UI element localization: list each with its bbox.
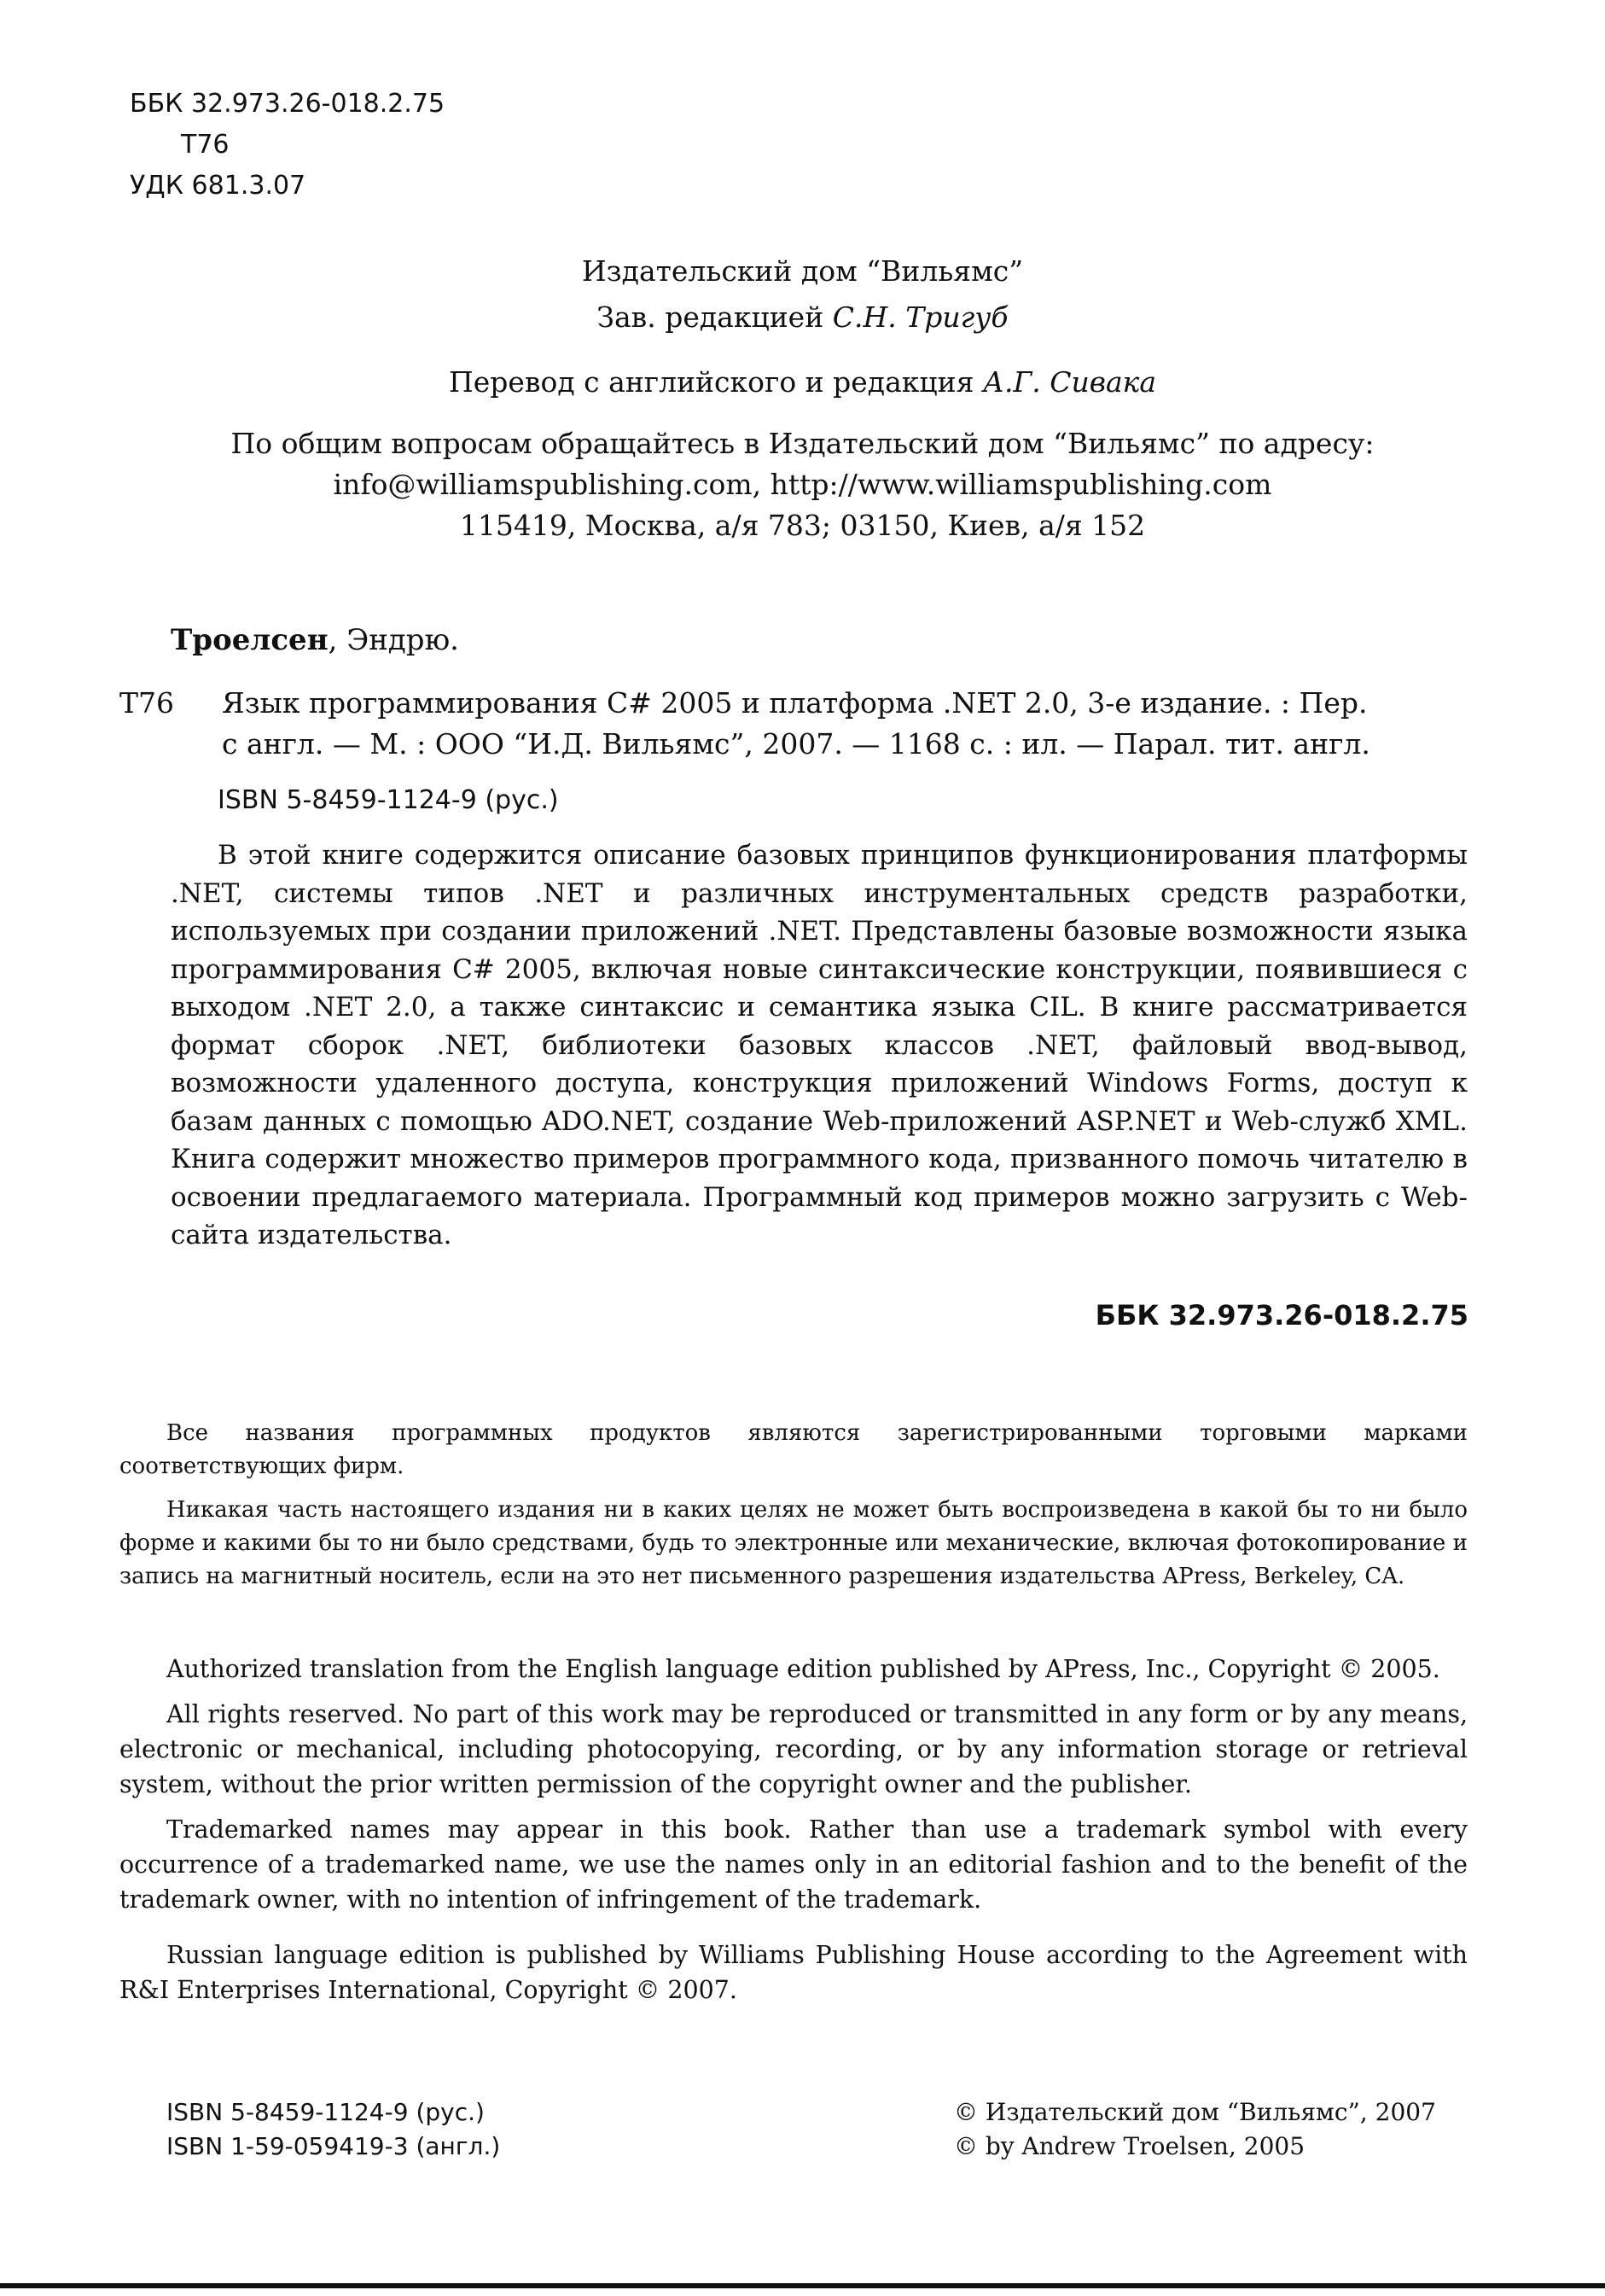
publisher-name: Издательский дом “Вильямс” xyxy=(581,254,1024,288)
author-mark: Т76 xyxy=(181,130,230,160)
translation-label: Перевод с английского и редакция xyxy=(448,365,974,399)
contact-line-2: info@williamspublishing.com, http://www.williamspublishing.com xyxy=(333,468,1272,501)
author-given-name: , Эндрю. xyxy=(328,623,459,657)
footer-copyrights xyxy=(954,2095,1436,2164)
contact-line-1: По общим вопросам обращайтесь в Издательский дом “Вильямс” по адресу: xyxy=(230,427,1375,460)
editor-name: С.Н. Тригуб xyxy=(832,300,1009,334)
annotation: В этой книге содержится описание базовых принципов функционирования платформы .NET, системы типов .NET и различных инструментальных средств разработки, используемых при создании приложений .NET. Представлены базовые возможности языка программирования C# 2005, включая новые синтаксические конструкции, появившиеся с выходом .NET 2.0, а также синтаксис и семантика языка CIL. В книге рассматривается формат сборок .NET, библиотеки базовых классов .NET, файловый ввод-вывод, возможности удаленного доступа, конструкция приложений Windows Forms, доступ к базам данных с помощью ADO.NET, создание Web-приложений ASP.NET и Web-служб XML. Книга содержит множество примеров программного кода, призванного помочь читателю в освоении предлагаемого материала. Программный код примеров можно загрузить с Web-сайта издательства. xyxy=(171,840,1468,1250)
bbk-bold-code: ББК 32.973.26-018.2.75 xyxy=(1095,1299,1468,1332)
catalog-title-line-1: Язык программирования C# 2005 и платформа .NET 2.0, 3-е издание. : Пер. xyxy=(222,686,1368,720)
udk-line: УДК 681.3.07 xyxy=(130,171,306,201)
editor-line xyxy=(0,297,1605,338)
legal-notice-en xyxy=(119,1652,1468,2018)
rights-reserved: All rights reserved. No part of this work may be reproduced or transmitted in any form or by any means, electronic or mechanical, including photocopying, recording, or by any information storage or retrieval system, without the prior written permission of the copyright owner and the publisher. xyxy=(119,1700,1468,1798)
translator-name: А.Г. Сивака xyxy=(982,365,1157,399)
russian-edition-notice: Russian language edition is published by Williams Publishing House according to the Agreement with R&I Enterprises International, Copyright © 2007. xyxy=(119,1941,1468,2004)
author-surname: Троелсен xyxy=(171,623,329,657)
footer-isbns xyxy=(166,2095,500,2164)
isbn-ru: ISBN 5-8459-1124-9 (рус.) xyxy=(166,2098,485,2126)
editor-label: Зав. редакцией xyxy=(596,300,824,334)
authorized-translation: Authorized translation from the English language edition published by APress, Inc., Copyright © 2005. xyxy=(166,1655,1440,1683)
contact-line-3: 115419, Москва, а/я 783; 03150, Киев, а/я 152 xyxy=(459,509,1146,542)
copyright-ru: © Издательский дом “Вильямс”, 2007 xyxy=(954,2098,1436,2126)
copyright-en: © by Andrew Troelsen, 2005 xyxy=(954,2132,1306,2160)
trademarks-notice-ru: Все названия программных продуктов являются зарегистрированными торговыми марками соответствующих фирм. xyxy=(119,1420,1468,1479)
catalog-code: Т76 xyxy=(119,686,175,720)
translation-line xyxy=(0,362,1605,403)
rights-notice-ru: Никакая часть настоящего издания ни в каких целях не может быть воспроизведена в какой бы то ни было форме и какими бы то ни было средствами, будь то электронные или механические, включая фотокопирование и запись на магнитный носитель, если на это нет письменного разрешения издательства APress, Berkeley, CA. xyxy=(119,1497,1468,1589)
bottom-rule xyxy=(0,2283,1605,2288)
isbn-en: ISBN 1-59-059419-3 (англ.) xyxy=(166,2132,501,2160)
legal-notice-ru xyxy=(119,1417,1468,1604)
catalog-isbn: ISBN 5-8459-1124-9 (рус.) xyxy=(218,785,559,815)
catalog-entry xyxy=(119,683,1485,765)
bbk-line: ББК 32.973.26-018.2.75 xyxy=(130,89,445,119)
trademarks-notice-en: Trademarked names may appear in this book. Rather than use a trademark symbol with every occurrence of a trademarked name, we use the names only in an editorial fashion and to the benefit of the trademark owner, with no intention of infringement of the trademark. xyxy=(119,1815,1468,1914)
catalog-title-line-2: с англ. — М. : ООО “И.Д. Вильямс”, 2007. — 1168 с. : ил. — Парал. тит. англ. xyxy=(222,727,1370,760)
bbk-codes xyxy=(130,84,445,207)
catalog-author xyxy=(171,623,459,657)
